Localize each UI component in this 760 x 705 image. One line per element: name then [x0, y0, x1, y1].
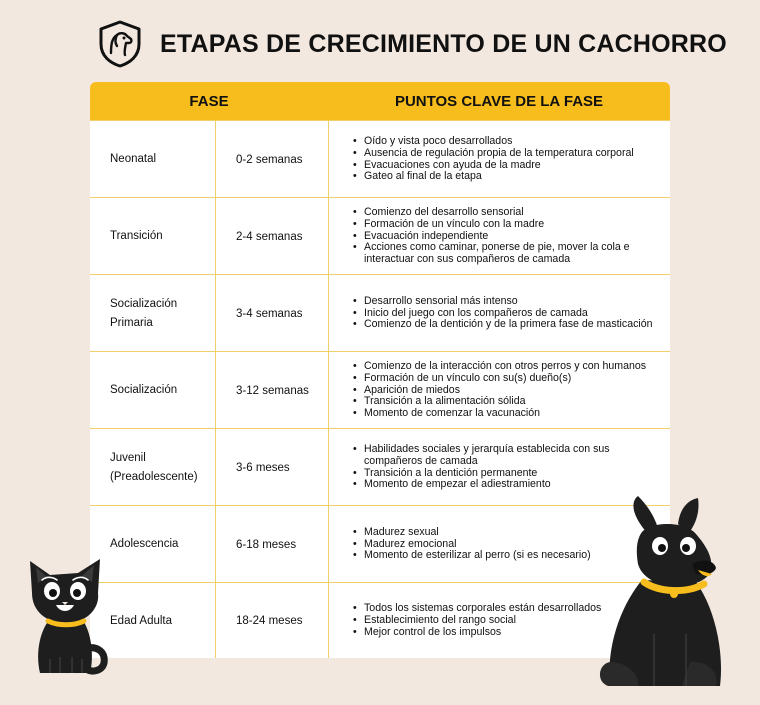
list-item: • Mejor control de los impulsos — [353, 627, 670, 639]
list-item: • Momento de esterilizar al perro (si es necesario) — [353, 550, 670, 562]
list-item: • Todos los sistemas corporales están desarrollados — [353, 603, 670, 615]
list-item: • Madurez emocional — [353, 539, 670, 551]
list-item: • Evacuación independiente — [353, 231, 670, 243]
table-header — [90, 82, 670, 120]
table-row — [90, 274, 670, 352]
dog-illustration — [592, 494, 742, 690]
list-item: • Transición a la dentición permanente — [353, 468, 670, 480]
fase-age: 2-4 semanas — [236, 230, 303, 243]
fase-points — [329, 136, 670, 183]
growth-stages-table — [90, 82, 670, 658]
table-row — [90, 351, 670, 429]
list-item: • Momento de empezar el adiestramiento — [353, 479, 670, 491]
page-title: ETAPAS DE CRECIMIENTO DE UN CACHORRO — [160, 29, 727, 58]
list-item: • Comienzo de la dentición y de la primera fase de masticación — [353, 319, 670, 331]
list-item: • Desarrollo sensorial más intenso — [353, 296, 670, 308]
cat-illustration — [20, 553, 112, 678]
fase-name: Socialización Primaria — [110, 297, 178, 329]
fase-age: 3-4 semanas — [236, 307, 303, 320]
list-item: • Formación de un vínculo con la madre — [353, 219, 670, 231]
table-row — [90, 197, 670, 275]
list-item: • Comienzo del desarrollo sensorial — [353, 207, 670, 219]
fase-points — [329, 296, 670, 331]
list-item: • Transición a la alimentación sólida — [353, 396, 670, 408]
fase-name: Adolescencia — [110, 538, 179, 550]
list-item: • Ausencia de regulación propia de la temperatura corporal — [353, 148, 670, 160]
fase-age: 3-12 semanas — [236, 384, 309, 397]
fase-name: Transición — [110, 230, 163, 242]
list-item: • Madurez sexual — [353, 527, 670, 539]
list-item: • Comienzo de la interacción con otros perros y con humanos — [353, 361, 670, 373]
list-item: • Momento de comenzar la vacunación — [353, 408, 670, 420]
fase-points — [329, 444, 670, 491]
fase-name: Juvenil (Preadolescente) — [110, 451, 198, 483]
list-item: • Oído y vista poco desarrollados — [353, 136, 670, 148]
table-row — [90, 428, 670, 506]
list-item: • Evacuaciones con ayuda de la madre — [353, 160, 670, 172]
list-item: • Aparición de miedos — [353, 385, 670, 397]
list-item: • Formación de un vínculo con su(s) dueño(s) — [353, 373, 670, 385]
header — [98, 16, 727, 72]
fase-name: Socialización — [110, 384, 178, 396]
table-row — [90, 505, 670, 583]
list-item: • Inicio del juego con los compañeros de camada — [353, 308, 670, 320]
list-item: • Establecimiento del rango social — [353, 615, 670, 627]
table-row — [90, 120, 670, 198]
fase-age: 0-2 semanas — [236, 153, 303, 166]
header-fase: FASE — [189, 92, 229, 110]
fase-points — [329, 207, 670, 266]
column-divider — [328, 120, 329, 658]
list-item: • Gateo al final de la etapa — [353, 171, 670, 183]
dog-shield-icon — [98, 20, 142, 68]
table-row — [90, 582, 670, 658]
list-item: • Habilidades sociales y jerarquía establecida con sus compañeros de camada — [353, 444, 624, 468]
fase-age: 6-18 meses — [236, 538, 297, 551]
fase-age: 3-6 meses — [236, 461, 290, 474]
fase-age: 18-24 meses — [236, 615, 303, 627]
fase-name: Edad Adulta — [110, 614, 173, 627]
fase-points — [329, 361, 670, 420]
header-puntos: PUNTOS CLAVE DE LA FASE — [394, 92, 604, 110]
fase-name: Neonatal — [110, 153, 157, 165]
list-item: • Acciones como caminar, ponerse de pie, mover la cola e interactuar con sus compañeros de camada — [353, 242, 634, 266]
column-divider — [215, 120, 216, 658]
